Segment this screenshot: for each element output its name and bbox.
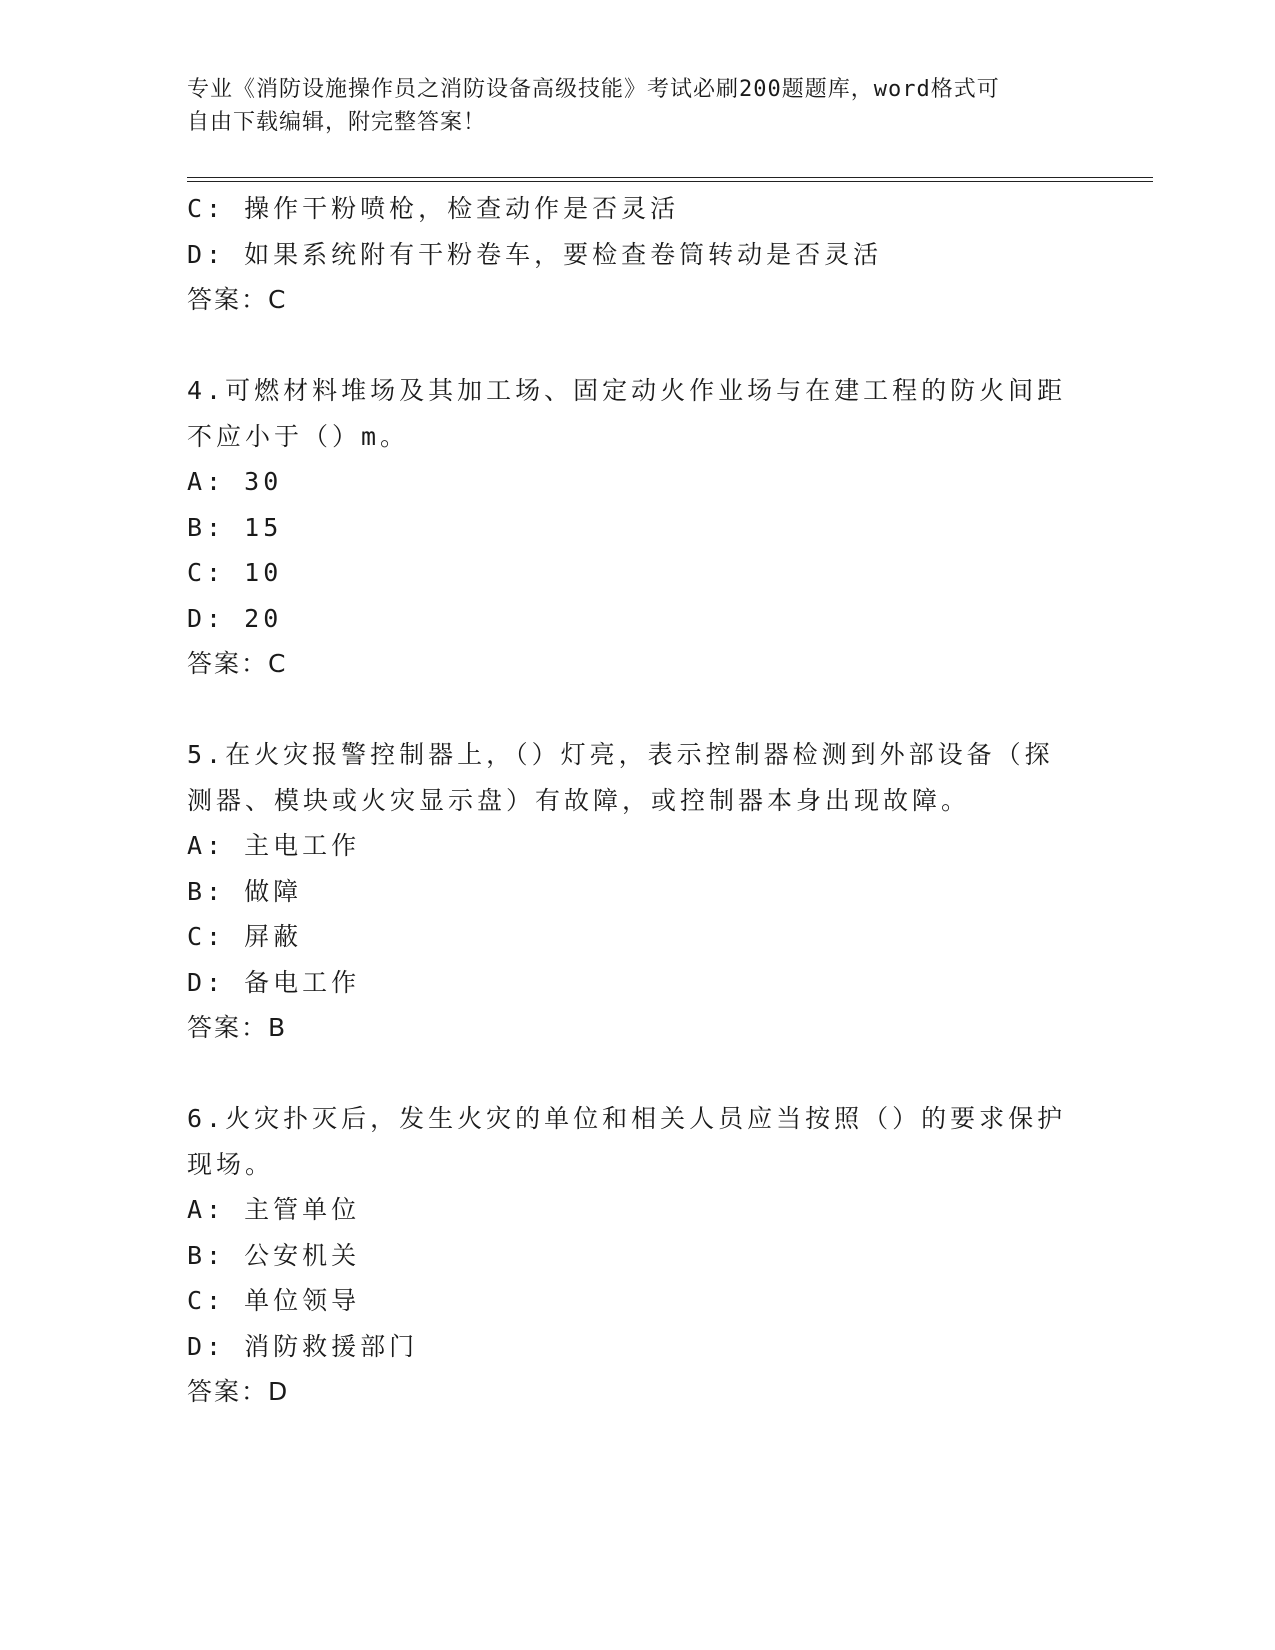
header-line-1: 专业《消防设施操作员之消防设备高级技能》考试必刷200题题库，word格式可 — [187, 77, 1000, 102]
spacer — [187, 687, 1087, 733]
option-c: C: 10 — [187, 558, 283, 587]
question-block-3-carryover — [187, 186, 1087, 323]
option-d: D: 20 — [187, 603, 283, 633]
option-c: C: 屏蔽 — [187, 922, 303, 951]
question-block-5 — [187, 732, 1087, 1051]
option-c: C: 单位领导 — [187, 1286, 361, 1315]
option-b: B: 15 — [187, 512, 283, 542]
question-stem: 现场。 — [187, 1149, 275, 1179]
option-d: D: 消防救援部门 — [187, 1331, 419, 1361]
option-a: A: 主管单位 — [187, 1195, 361, 1224]
option-a: A: 30 — [187, 467, 283, 496]
answer-line: 答案：C — [187, 285, 288, 314]
document-header — [187, 73, 1067, 139]
question-list — [187, 186, 1087, 1415]
answer-line: 答案：D — [187, 1377, 290, 1406]
question-stem: 测器、模块或火灾显示盘）有故障，或控制器本身出现故障。 — [187, 785, 971, 815]
option-d: D: 备电工作 — [187, 967, 361, 997]
option-b: B: 做障 — [187, 876, 303, 906]
answer-line: 答案：C — [187, 649, 288, 678]
header-divider — [187, 177, 1153, 182]
question-block-4 — [187, 368, 1087, 687]
question-block-6 — [187, 1096, 1087, 1415]
answer-line: 答案：B — [187, 1013, 288, 1042]
option-a: A: 主电工作 — [187, 831, 361, 860]
header-line-2: 自由下载编辑，附完整答案！ — [187, 110, 487, 135]
question-stem: 5.在火灾报警控制器上，（）灯亮，表示控制器检测到外部设备（探 — [187, 740, 1054, 769]
option-c: C: 操作干粉喷枪，检查动作是否灵活 — [187, 194, 680, 223]
option-b: B: 公安机关 — [187, 1240, 361, 1270]
spacer — [187, 1051, 1087, 1097]
question-stem: 6.火灾扑灭后，发生火灾的单位和相关人员应当按照（）的要求保护 — [187, 1104, 1067, 1133]
spacer — [187, 323, 1087, 369]
question-stem: 4.可燃材料堆场及其加工场、固定动火作业场与在建工程的防火间距 — [187, 376, 1067, 405]
option-d: D: 如果系统附有干粉卷车，要检查卷筒转动是否灵活 — [187, 239, 883, 269]
question-stem: 不应小于（）m。 — [187, 421, 410, 451]
